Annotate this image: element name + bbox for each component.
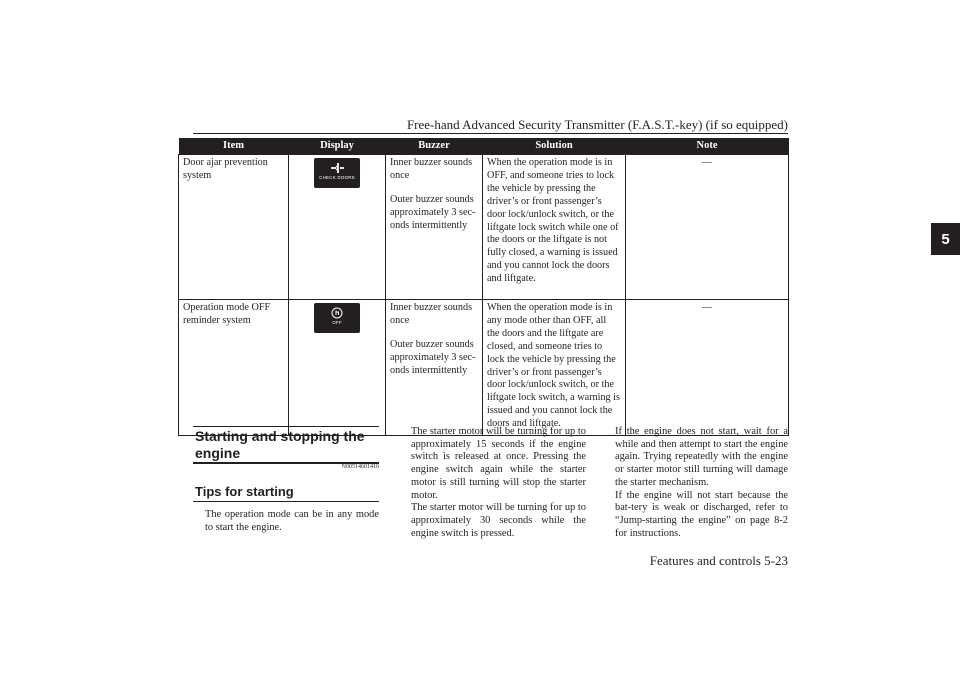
header-rule (193, 133, 788, 134)
bullet-item (195, 509, 379, 534)
buzzer-outer: Outer buzzer sounds approximately 3 sec-onds intermittently (390, 338, 476, 376)
subsection-rule (193, 501, 379, 502)
table-header-row (179, 138, 789, 155)
check-doors-display (314, 158, 360, 188)
bullet-text: The operation mode can be in any mode to start the engine. (205, 509, 379, 533)
display-cell (289, 155, 386, 300)
display-caption: OFF (332, 320, 342, 326)
buzzer-outer: Outer buzzer sounds approximately 3 sec-onds intermittently (390, 193, 476, 231)
reference-code: N00514601416 (341, 464, 379, 470)
buzzer-cell (386, 300, 483, 436)
bullet-item (401, 426, 586, 502)
column-header-solution: Solution (483, 138, 626, 155)
table-row (179, 300, 789, 436)
buzzer-inner: Inner buzzer sounds once (390, 302, 473, 326)
display-cell (289, 300, 386, 436)
item-cell: Operation mode OFF reminder system (179, 300, 289, 436)
bullet-item (605, 490, 788, 541)
subsection-title: Tips for starting (195, 484, 294, 499)
off-display (314, 303, 360, 333)
paragraph: The starter motor will be turning for up to approximately 30 seconds while the engine switch is pressed. (411, 502, 586, 539)
column-header-note: Note (626, 138, 789, 155)
column-header-buzzer: Buzzer (386, 138, 483, 155)
buzzer-cell (386, 155, 483, 300)
table-row (179, 155, 789, 300)
section-title: Starting and stopping the engine (195, 428, 365, 461)
column-header-display: Display (289, 138, 386, 155)
paragraph: If the engine does not start, wait for a while and then attempt to start the engine again. Trying repeatedly with the engine or starter motor still turning will damage the starter mechanism. (615, 426, 788, 488)
note-cell: — (626, 300, 789, 436)
page-footer: Features and controls 5-23 (649, 553, 788, 568)
text-column-1 (195, 509, 379, 534)
buzzer-inner: Inner buzzer sounds once (390, 157, 473, 181)
page-header-title: Free-hand Advanced Security Transmitter (F.A.S.T.-key) (if so equipped) (406, 117, 788, 132)
solution-cell: When the operation mode is in OFF, and someone tries to lock the vehicle by pressing the driver’s or front passenger’s door lock/unlock switch, or the liftgate lock switch while one of the doors or the liftgate is not fully closed, a warning is issued and you cannot lock the doors and liftgate. (483, 155, 626, 300)
column-header-item: Item (179, 138, 289, 155)
section-top-rule (193, 426, 379, 427)
item-cell: Door ajar prevention system (179, 155, 289, 300)
display-caption: CHECK DOORS (319, 175, 355, 181)
chapter-tab[interactable]: 5 (931, 223, 960, 255)
bullet-text: The starter motor will be turning for up to approximately 15 seconds if the engine switch is released at once. Pressing the engine switch again while the starter motor is still turning will stop the starter motor. (411, 426, 586, 501)
warning-table (178, 138, 789, 436)
text-column-3 (605, 426, 788, 540)
solution-cell: When the operation mode is in any mode other than OFF, all the doors and the liftgate are closed, and someone tries to lock the vehicle by pressing the driver’s or front passenger’s door lock/unlock switch, or the liftgate lock switch, a warning is issued and you cannot lock the doors and liftgate. (483, 300, 626, 436)
note-cell: — (626, 155, 789, 300)
text-column-2 (401, 426, 586, 540)
bullet-text: If the engine will not start because the bat-tery is weak or discharged, refer to “Jump-starting the engine” on page 8-2 for instructions. (615, 489, 788, 539)
